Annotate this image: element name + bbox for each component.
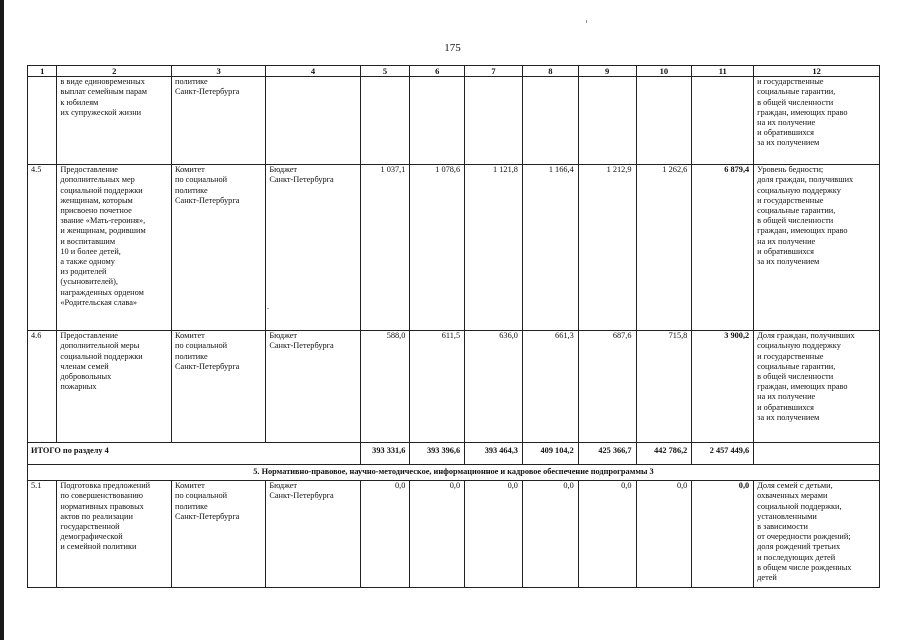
empty-cell [754,443,880,465]
measure-name: в виде единовременных выплат семейным парам к юбилеям их супружеской жизни [57,77,172,165]
row-number: 5.1 [28,481,57,588]
funding-source: Бюджет Санкт-Петербурга [266,165,360,331]
amount-cell: 0,0 [636,481,692,588]
row-number: 4.6 [28,331,57,443]
amount-cell: 1 037,1 [360,165,410,331]
amount-cell [465,77,523,165]
executor: политике Санкт-Петербурга [172,77,266,165]
column-number-row [28,66,880,77]
total-label: ИТОГО по разделу 4 [28,443,361,465]
amount-cell [410,77,465,165]
page-number: 175 [444,42,461,54]
indicator: Уровень бедности; доля граждан, получивших социальную поддержку и государственные социальные гарантии, в общей численности граждан, имеющих право на их получение и обратившихся за их получением [754,165,880,331]
scan-tick-mark [586,20,587,23]
amount-cell: 661,3 [522,331,578,443]
total-cell [692,77,754,165]
column-number: 5 [360,66,410,77]
funding-source [266,77,360,165]
indicator: Доля семей с детьми, охваченных мерами социальной поддержки, установленными в зависимости от очередности рождений; доля рождений третьих и последующих детей в общем числе рожденных детей [754,481,880,588]
funding-source: Бюджет Санкт-Петербурга [266,481,360,588]
amount-cell: 0,0 [360,481,410,588]
amount-cell: 1 078,6 [410,165,465,331]
amount-cell: 588,0 [360,331,410,443]
total-amount: 442 786,2 [636,443,692,465]
total-amount: 393 331,6 [360,443,410,465]
amount-cell: 0,0 [465,481,523,588]
row-number [28,77,57,165]
amount-cell: 0,0 [410,481,465,588]
total-amount: 393 464,3 [465,443,523,465]
column-number: 4 [266,66,360,77]
amount-cell: 1 121,8 [465,165,523,331]
row-number: 4.5 [28,165,57,331]
amount-cell [578,77,636,165]
executor: Комитет по социальной политике Санкт-Петербурга [172,331,266,443]
amount-cell: 611,5 [410,331,465,443]
measure-name: Предоставление дополнительных мер социальной поддержки женщинам, которым присвоено почетное звание «Мать-героиня», и женщинам, родившим и воспитавшим 10 и более детей, а также одному из родителей (усыновителей), награжденных орденом «Родительская слава» [57,165,172,331]
indicator: Доля граждан, получивших социальную поддержку и государственные социальные гарантии, в общей численности граждан, имеющих право на их получение и обратившихся за их получением [754,331,880,443]
total-amount: 425 366,7 [578,443,636,465]
indicator: и государственные социальные гарантии, в общей численности граждан, имеющих право на их получение и обратившихся за их получением [754,77,880,165]
table-row [28,165,880,331]
total-amount: 393 396,6 [410,443,465,465]
executor: Комитет по социальной политике Санкт-Петербурга [172,165,266,331]
section-title: 5. Нормативно-правовое, научно-методическое, информационное и кадровое обеспечение подпрограммы 3 [28,465,880,481]
column-number: 11 [692,66,754,77]
amount-cell: 687,6 [578,331,636,443]
table-row [28,77,880,165]
column-number: 6 [410,66,465,77]
column-number: 7 [465,66,523,77]
table-row [28,331,880,443]
amount-cell: 715,8 [636,331,692,443]
total-cell: 0,0 [692,481,754,588]
column-number: 12 [754,66,880,77]
column-number: 8 [522,66,578,77]
amount-cell: 0,0 [578,481,636,588]
column-number: 10 [636,66,692,77]
total-cell: 3 900,2 [692,331,754,443]
amount-cell [360,77,410,165]
executor: Комитет по социальной политике Санкт-Петербурга [172,481,266,588]
measure-name: Предоставление дополнительной меры социальной поддержки членам семей добровольных пожарных [57,331,172,443]
funding-source: Бюджет Санкт-Петербурга [266,331,360,443]
scan-edge-mark [0,0,4,640]
total-cell: 6 879,4 [692,165,754,331]
section-total-row [28,443,880,465]
total-amount: 409 104,2 [522,443,578,465]
amount-cell: 1 262,6 [636,165,692,331]
amount-cell: 1 212,9 [578,165,636,331]
column-number: 9 [578,66,636,77]
column-number: 2 [57,66,172,77]
column-number: 3 [172,66,266,77]
grand-total-amount: 2 457 449,6 [692,443,754,465]
section-heading-row [28,465,880,481]
program-table [27,65,880,588]
measure-name: Подготовка предложений по совершенствованию нормативных правовых актов по реализации государственной демографической и семейной политики [57,481,172,588]
amount-cell: 0,0 [522,481,578,588]
table-row [28,481,880,588]
column-number: 1 [28,66,57,77]
amount-cell [522,77,578,165]
amount-cell: 636,0 [465,331,523,443]
stray-mark: . [267,302,269,311]
amount-cell [636,77,692,165]
amount-cell: 1 166,4 [522,165,578,331]
